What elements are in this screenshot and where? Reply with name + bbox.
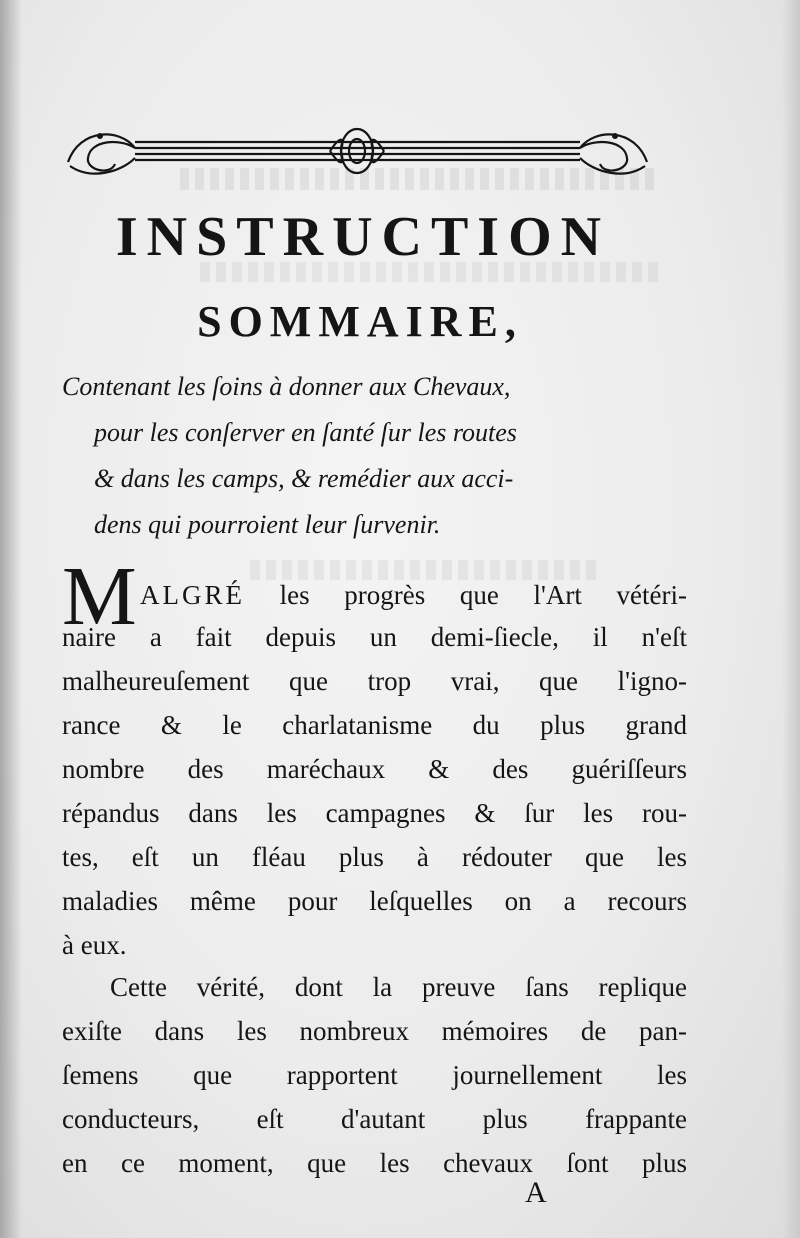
paragraph-line: en ce moment, que les chevaux ſont plus bbox=[62, 1148, 687, 1178]
signature-mark: A bbox=[525, 1176, 547, 1209]
drop-cap: M bbox=[62, 550, 137, 643]
page-title: INSTRUCTION bbox=[115, 206, 611, 268]
description-line: Contenant les ſoins à donner aux Chevaux, bbox=[62, 372, 511, 401]
paragraph-line: tes, eſt un fléau plus à rédouter que les bbox=[62, 842, 687, 872]
gutter-shadow bbox=[0, 0, 22, 1238]
paragraph-line: exiſte dans les nombreux mémoires de pan- bbox=[62, 1016, 687, 1046]
description-line: dens qui pourroient leur ſurvenir. bbox=[94, 510, 441, 539]
paragraph-line: conducteurs, eſt d'autant plus frappante bbox=[62, 1104, 687, 1134]
first-word: ALGRÉ bbox=[140, 580, 245, 610]
paragraph-line: Cette vérité, dont la preuve ſans replique bbox=[110, 972, 687, 1002]
paragraph-line: naire a fait depuis un demi-ſiecle, il n'eſt bbox=[62, 622, 687, 652]
first-line-text: les progrès que l'Art vétéri- bbox=[279, 580, 688, 610]
paragraph-line: rance & le charlatanisme du plus grand bbox=[62, 710, 687, 740]
page-edge bbox=[782, 0, 800, 1238]
paragraph-line: nombre des maréchaux & des guériſſeurs bbox=[62, 754, 687, 784]
ornamental-headpiece bbox=[60, 118, 655, 188]
paragraph-line: ſemens que rapportent journellement les bbox=[62, 1060, 687, 1090]
page-subtitle: SOMMAIRE, bbox=[197, 297, 523, 346]
paragraph-line: malheureuſement que trop vrai, que l'igno- bbox=[62, 666, 687, 696]
paragraph-line bbox=[140, 580, 687, 611]
description-line: & dans les camps, & remédier aux acci- bbox=[94, 464, 514, 493]
paragraph-line: maladies même pour leſquelles on a recours bbox=[62, 886, 687, 916]
paragraph-line: répandus dans les campagnes & ſur les rou- bbox=[62, 798, 687, 828]
paragraph-line: à eux. bbox=[62, 930, 127, 960]
bleed-through-mark bbox=[250, 560, 600, 580]
description-line: pour les conſerver en ſanté ſur les routes bbox=[94, 418, 517, 447]
